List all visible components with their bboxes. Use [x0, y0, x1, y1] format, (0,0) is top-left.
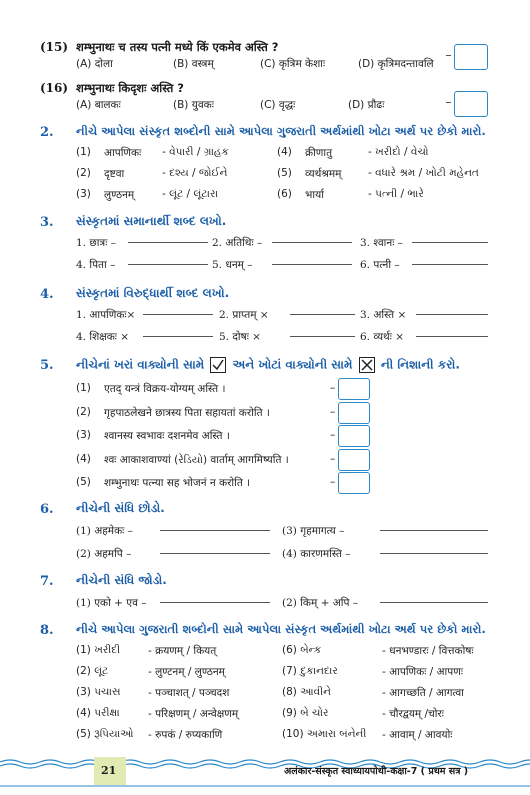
statement-label: (5)	[76, 476, 91, 488]
gujarati-word: (8) આવીને	[282, 686, 331, 698]
true-false-box[interactable]	[338, 472, 370, 494]
gujarati-meaning: - વેપારી / ગ્રાહક	[162, 146, 229, 158]
question-text: शम्भुनाथः किदृशः अस्ति ?	[76, 81, 184, 95]
option-d: (D) कृत्रिमदन्तावलि	[358, 58, 434, 70]
sanskrit-meaning: - आगच्छति / आगत्वा	[382, 687, 464, 699]
statement-text: श्वानस्य स्वभावः दशनमेव अस्ति ।	[104, 430, 230, 442]
gujarati-word: (2) લૂંટ	[76, 665, 109, 677]
row-label: (4)	[277, 146, 292, 158]
sandhi-item-3: (3) गृहमागत्य –	[282, 525, 345, 537]
synonym-item-6: 6. पत्नी –	[360, 259, 400, 271]
sanskrit-meaning: - लुण्टनम् / लुण्ठनम्	[148, 666, 225, 678]
sandhi-item-1: (1) अहमेकः –	[76, 525, 133, 537]
gujarati-word: (5) રૂપિયાઓ	[76, 728, 134, 740]
antonym-item-6: 6. व्यर्थः ×	[360, 331, 405, 343]
sanskrit-meaning: - रुपकं / रुप्यकाणि	[148, 729, 223, 741]
statement-text: शम्भुनाथः पत्न्या सह भोजनं न करोति ।	[104, 477, 251, 489]
gujarati-word: (4) પરીક્ષા	[76, 707, 120, 719]
answer-box[interactable]	[454, 44, 488, 70]
statement-text: एतद् यन्त्रं विक्रय-योग्यम् अस्ति ।	[104, 383, 226, 395]
true-false-box[interactable]	[338, 402, 370, 424]
true-false-box[interactable]	[338, 449, 370, 471]
sanskrit-word: लुण्ठनम्	[104, 189, 135, 201]
sandhi-item-4: (4) कारणमस्ति –	[282, 548, 351, 560]
statement-label: (4)	[76, 452, 91, 465]
question-number: 2.	[40, 125, 54, 140]
sanskrit-word: क्रीणातु	[305, 147, 333, 159]
sanskrit-meaning: - आपणिकः / आपणः	[382, 666, 463, 678]
check-mark-icon	[210, 357, 226, 373]
sanskrit-word: दृष्टवा	[104, 168, 125, 180]
antonym-item-2: 2. प्राप्तम् ×	[219, 309, 269, 321]
sanskrit-word: व्यर्थश्रमम्	[305, 168, 342, 180]
dash: –	[330, 382, 336, 394]
answer-box[interactable]	[454, 91, 488, 117]
option-d: (D) प्रौढः	[348, 99, 385, 111]
gujarati-word: (3) પચાસ	[76, 686, 121, 698]
gujarati-meaning: - પત્ની / ભારે	[368, 188, 424, 200]
question-number: 7.	[40, 574, 54, 589]
question-title: નીચે આપેલા ગુજરાતી શબ્દોની સામે આપેલા સંસ્કૃત અર્થમાંથી ખોટા અર્થ પર છેકો મારો.	[76, 622, 486, 636]
question-title: નીચેની સંધિ છોડો.	[76, 501, 165, 515]
dash: –	[330, 452, 336, 465]
sandhi-item-2: (2) अहमपि –	[76, 548, 132, 560]
sanskrit-meaning: - चौरद्वयम् /चोरः	[382, 708, 444, 720]
question-number: 6.	[40, 502, 54, 517]
row-label: (6)	[277, 188, 292, 200]
antonym-item-3: 3. अस्ति ×	[360, 309, 407, 321]
gujarati-word: (6) બેન્ક	[282, 644, 322, 656]
join-item-1: (1) एको + एव –	[76, 597, 147, 609]
option-c: (C) वृद्धः	[260, 99, 296, 111]
sanskrit-meaning: - परिक्षणम् / अन्वेक्षणम्	[148, 708, 239, 720]
statement-label: (1)	[76, 382, 91, 394]
sanskrit-meaning: - पञ्चाशत् / पञ्चदश	[148, 687, 230, 699]
question-title: નીચેની સંધિ જોડો.	[76, 573, 167, 587]
question-title: સંસ્કૃતમાં વિરુદ્ધાર્થી શબ્દ લખો.	[76, 286, 230, 300]
synonym-item-3: 3. श्वानः –	[360, 237, 403, 249]
question-title: સંસ્કૃતમાં સમાનાર્થી શબ્દ લખો.	[76, 214, 227, 228]
sanskrit-meaning: - धनभण्डारः / वित्तकोषः	[382, 645, 474, 657]
question-title: નીચેનાં ખરાં વાક્યોની સામે અને ખોટાં વાક્યોની સામે ની નિશાની કરો.	[76, 357, 460, 372]
sanskrit-word: आपणिकः	[104, 147, 142, 159]
sanskrit-meaning: - क्रयणम् / कियत्	[148, 645, 217, 657]
statement-label: (2)	[76, 405, 91, 418]
page-number: 21	[101, 764, 117, 777]
gujarati-word: (7) દુકાનદાર	[282, 665, 338, 677]
gujarati-meaning: - દશ્ય / જોઈને	[162, 167, 228, 179]
synonym-item-2: 2. अतिथिः –	[212, 237, 263, 249]
question-number: 3.	[40, 215, 54, 230]
sanskrit-meaning: - आवाम् / आवयोः	[382, 729, 453, 741]
question-number: 4.	[40, 287, 54, 302]
option-b: (B) युवकः	[173, 99, 214, 111]
dash: –	[330, 405, 336, 418]
question-number: 8.	[40, 623, 54, 638]
antonym-item-4: 4. शिक्षकः ×	[76, 331, 130, 343]
synonym-item-5: 5. धनम् –	[212, 259, 253, 271]
gujarati-meaning: - લૂંટ / લૂંટારા	[162, 188, 219, 200]
question-text: शम्भुनाथः च तस्य पत्नी मध्ये किं एकमेव अस्ति ?	[76, 40, 279, 54]
antonym-item-5: 5. दोषः ×	[219, 331, 261, 343]
true-false-box[interactable]	[338, 425, 370, 447]
dash: –	[330, 476, 336, 488]
row-label: (1)	[76, 146, 91, 158]
sanskrit-word: भार्या	[305, 189, 324, 201]
book-title: अलंकार-संस्कृत स्वाध्यायपोथी-कक्षा-7 ( प्रथम सत्र )	[284, 766, 469, 777]
gujarati-word: (1) ખરીદી	[76, 644, 121, 656]
option-a: (A) बालकः	[76, 99, 121, 111]
gujarati-word: (9) બે ચોર	[282, 707, 329, 719]
true-false-box[interactable]	[338, 378, 370, 400]
statement-text: गृहपाठलेखने छात्रस्य पिता सहायतां करोति ।	[104, 406, 270, 419]
synonym-item-1: 1. छात्रः –	[76, 237, 116, 249]
question-number: (16)	[40, 81, 69, 95]
option-c: (C) कृत्रिम केशाः	[260, 58, 326, 70]
dash: –	[330, 429, 336, 441]
question-title: નીચે આપેલા સંસ્કૃત શબ્દોની સામે આપેલા ગુજરાતી અર્થમાંથી ખોટા અર્થ પર છેકો મારો.	[76, 124, 486, 138]
row-label: (3)	[76, 188, 91, 200]
option-b: (B) वस्त्रम्	[173, 58, 214, 70]
join-item-2: (2) किम् + अपि –	[282, 597, 359, 609]
statement-label: (3)	[76, 429, 91, 441]
statement-text: श्वः आकाशवाण्यां (રેડિયો) वार्ताम् आगमिष्यति ।	[104, 453, 289, 466]
row-label: (2)	[76, 167, 91, 179]
option-a: (A) दोला	[76, 58, 113, 70]
antonym-item-1: 1. आपणिकः×	[76, 309, 136, 321]
row-label: (5)	[277, 167, 292, 179]
gujarati-meaning: - ખરીદો / વેચો	[368, 146, 429, 158]
synonym-item-4: 4. पिता –	[76, 259, 116, 271]
question-number: (15)	[40, 40, 69, 54]
question-number: 5.	[40, 358, 54, 373]
gujarati-meaning: - વધારે શ્રમ / ખોટી મહેનત	[368, 167, 479, 179]
cross-mark-icon	[359, 357, 375, 373]
gujarati-word: (10) અમારા બંનેની	[282, 728, 367, 740]
